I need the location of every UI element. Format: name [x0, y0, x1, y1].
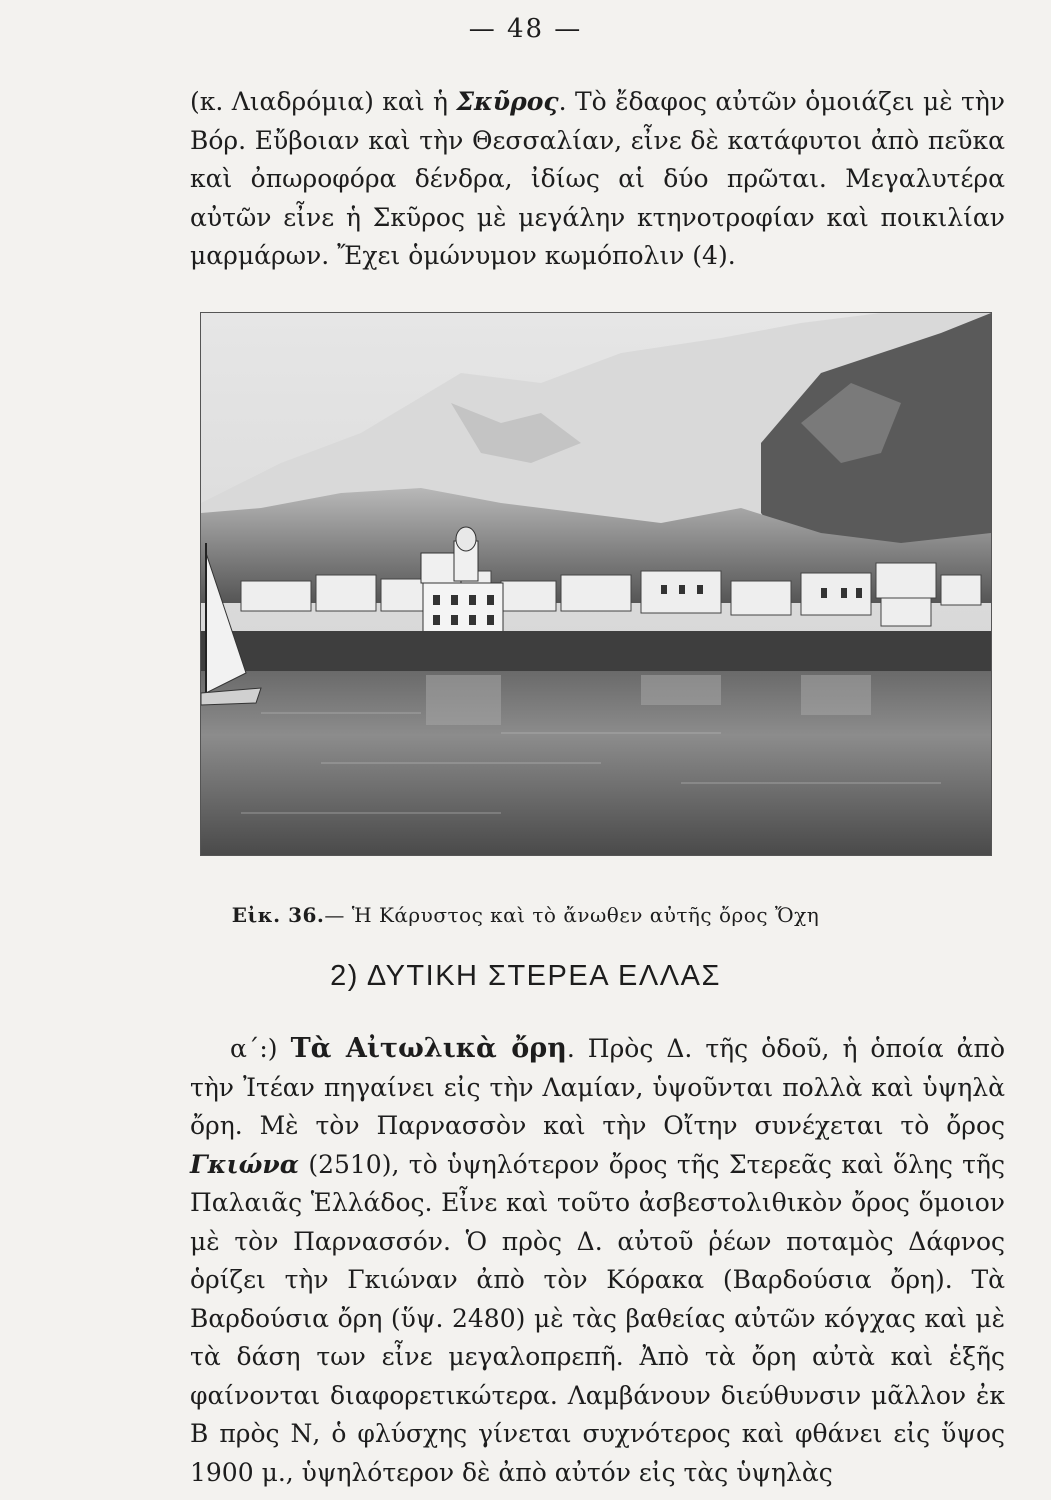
skyros-term: Σκῦρος: [456, 87, 559, 116]
subsection-heading: Τὰ Αἰτωλικὰ ὄρη: [290, 1033, 567, 1064]
figure-caption-text: — Ἡ Κάρυστος καὶ τὸ ἄνωθεν αὐτῆς ὄρος Ὄχη: [324, 903, 820, 927]
intro-text-2: . Τὸ ἔδαφος αὐτῶν ὁμοιάζει μὲ τὴν Βόρ. Εὔβοιαν καὶ τὴν Θεσσαλίαν, εἶνε δὲ κατάφυτοι ἀπὸ πεῦκα καὶ ὀπωροφόρα δένδρα, ἰδίως αἱ δύο πρῶται. Μεγαλυτέρα αὐτῶν εἶνε ἡ Σκῦρος μὲ μεγάλην κτηνοτροφίαν καὶ ποικιλίαν μαρμάρων. Ἔχει ὁμώνυμον κωμόπολιν (4).: [190, 87, 1006, 270]
page-number: — 48 —: [468, 14, 583, 44]
body-text-1: . Πρὸς Δ. τῆς ὁδοῦ, ἡ ὁποία ἀπὸ τὴν Ἰτέαν πηγαίνει εἰς τὴν Λαμίαν, ὑψοῦνται πολλὰ καὶ ὑψηλὰ ὄρη. Μὲ τὸν Παρνασσὸν καὶ τὴν Οἴτην συνέχεται τὸ ὄρος: [190, 1034, 1006, 1140]
subsection-label: α΄:): [230, 1034, 278, 1063]
figure-label: Εἰκ. 36.: [231, 903, 325, 927]
karystos-photograph: [200, 312, 992, 856]
body-text-2: (2510), τὸ ὑψηλότερον ὄρος τῆς Στερεᾶς καὶ ὅλης τῆς Παλαιᾶς Ἑλλάδος. Εἶνε καὶ τοῦτο ἀσβεστολιθικὸν ὄρος ὅμοιον μὲ τὸν Παρνασσόν. Ὁ πρὸς Δ. αὐτοῦ ῥέων ποταμὸς Δάφνος ὁρίζει τὴν Γκιώναν ἀπὸ τὸν Κόρακα (Βαρδούσια ὄρη). Τὰ Βαρδούσια ὄρη (ὕψ. 2480) μὲ τὰς βαθείας αὐτῶν κόγχας καὶ μὲ τὰ δάση των εἶνε μεγαλοπρεπῆ. Ἀπὸ τὰ ὄρη αὐτὰ καὶ ἑξῆς φαίνονται διαφορετικώτερα. Λαμβάνουν διεύθυνσιν μᾶλλον ἐκ Β πρὸς Ν, ὁ φλύσχης γίνεται συχνότερος καὶ φθάνει εἰς ὕψος 1900 μ., ὑψηλότερον δὲ ἀπὸ αὐτόν εἰς τὰς ὑψηλὰς: [190, 1149, 1005, 1487]
intro-text-1: (κ. Λιαδρόμια) καὶ ἡ: [190, 87, 457, 116]
figure-caption: [0, 903, 1051, 927]
giona-term: Γκιώνα: [190, 1149, 299, 1179]
intro-paragraph: [190, 83, 1005, 276]
section-title: 2) ΔΥΤΙΚΗ ΣΤΕΡΕΑ ΕΛΛΑΣ: [330, 960, 721, 992]
body-paragraph: [190, 1030, 1005, 1492]
